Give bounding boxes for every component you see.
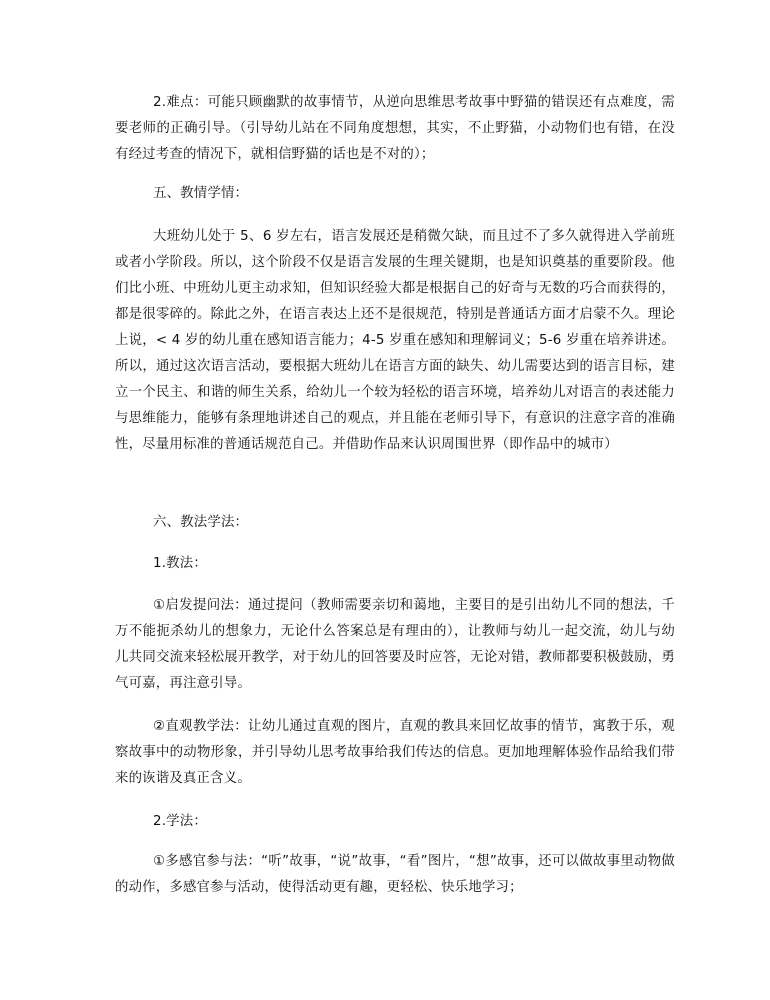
method-multisensory: ①多感官参与法：“听”故事，“说”故事，“看”图片，“想”故事，还可以做故事里动物做的动作，多感官参与活动，使得活动更有趣，更轻松、快乐地学习； bbox=[115, 854, 675, 895]
learning-method-heading: 2.学法： bbox=[153, 814, 207, 829]
section-five-heading: 五、教情学情： bbox=[153, 186, 249, 201]
section-five-body: 大班幼儿处于 5、6 岁左右，语言发展还是稍微欠缺，而且过不了多久就得进入学前班或者小学阶段。所以，这个阶段不仅是语言发展的生理关键期，也是知识奠基的重要阶段。他们比小班、中班幼儿更主动求知，但知识经验大都是根据自己的好奇与无数的巧合而获得的，都是很零碎的。除此之外，在语言表达上还不是很规范，特别是普通话方面才启蒙不久。理论上说，< 4 岁的幼儿重在感知语言能力；4-5 岁重在感知和理解词义；5-6 岁重在培养讲述。所以，通过这次语言活动，要根据大班幼儿在语言方面的缺失、幼儿需要达到的语言目标，建立一个民主、和谐的师生关系，给幼儿一个较为轻松的语言环境，培养幼儿对语言的表述能力与思维能力，能够有条理地讲述自己的观点，并且能在老师引导下，有意识的注意字音的准确性，尽量用标准的普通话规范自己。并借助作品来认识周围世界（即作品中的城市） bbox=[115, 229, 675, 452]
method-heuristic-questioning: ①启发提问法：通过提问（教师需要亲切和蔼地，主要目的是引出幼儿不同的想法，千万不能扼杀幼儿的想象力，无论什么答案总是有理由的），让教师与幼儿一起交流，幼儿与幼儿共同交流来轻松展开教学，对于幼儿的回答要及时应答，无论对错，教师都要积极鼓励，勇气可嘉，再注意引导。 bbox=[115, 598, 675, 691]
difficulty-paragraph: 2.难点：可能只顾幽默的故事情节，从逆向思维思考故事中野猫的错误还有点难度，需要老师的正确引导。（引导幼儿站在不同角度想想，其实，不止野猫，小动物们也有错，在没有经过考查的情况下，就相信野猫的话也是不对的）； bbox=[115, 95, 675, 162]
section-six-heading: 六、教法学法： bbox=[153, 515, 249, 530]
teaching-method-heading: 1.教法： bbox=[153, 556, 207, 571]
method-visual-teaching: ②直观教学法：让幼儿通过直观的图片，直观的教具来回忆故事的情节，寓教于乐，观察故事中的动物形象，并引导幼儿思考故事给我们传达的信息。更加地理解体验作品给我们带来的诙谐及真正含义。 bbox=[115, 719, 675, 786]
